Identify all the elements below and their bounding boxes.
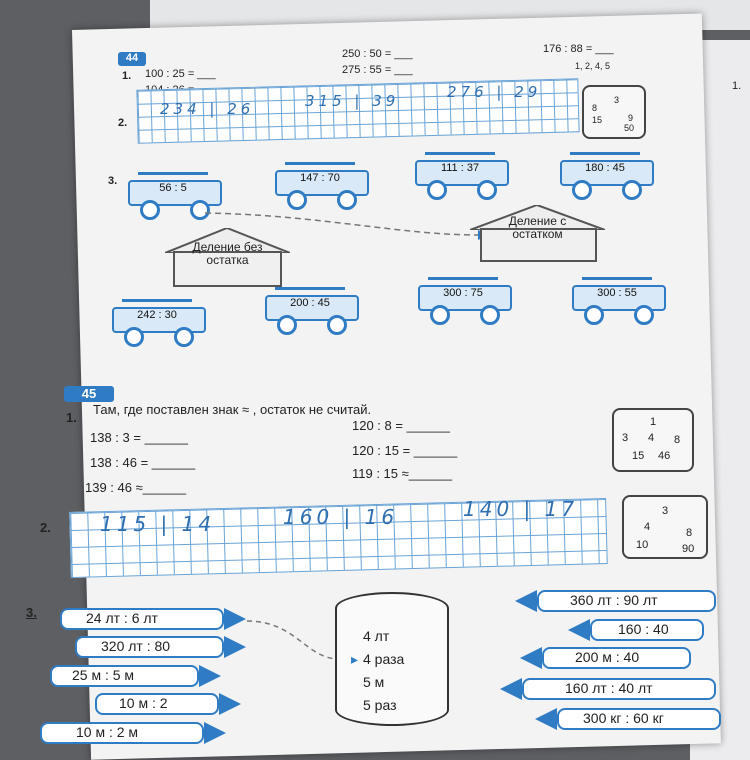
- ex1-item: 120 : 15 = ______: [352, 443, 458, 458]
- pencil: [568, 619, 708, 643]
- ex1-hint-value: 4: [648, 432, 655, 444]
- pencil-label: 160 : 40: [618, 621, 669, 637]
- ex1-hint-box: [612, 408, 694, 472]
- ex1-hint-value: 8: [674, 434, 681, 446]
- pencil-label: 10 м : 2: [119, 695, 168, 711]
- ex2-hint-box: [582, 85, 646, 139]
- house-with-remainder: [470, 205, 605, 265]
- ex2-hint-value: 15: [592, 115, 603, 125]
- answer-item: 4 раза: [363, 651, 405, 667]
- cart-label: 300 : 55: [597, 287, 637, 299]
- ex3-label: 3.: [108, 175, 118, 187]
- ex2-written: 234 | 26: [160, 100, 255, 118]
- ex1-item: 275 : 55 = ___: [342, 64, 413, 76]
- answer-item: 5 раз: [363, 697, 397, 713]
- house-no-remainder: [165, 228, 290, 288]
- arrow-icon: ▸: [351, 651, 359, 667]
- ex2-written: 276 | 29: [447, 83, 542, 101]
- pencil-label: 300 кг : 60 кг: [583, 710, 664, 726]
- ex1-item: 250 : 50 = ___: [342, 48, 413, 60]
- answers-container: [335, 592, 449, 726]
- ex2-hint-value: 3: [662, 505, 669, 517]
- ex1-item: 119 : 15 ≈______: [352, 466, 453, 481]
- ex1-item: 176 : 88 = ___: [543, 43, 614, 55]
- ex1-instruction: Там, где поставлен знак ≈ , остаток не считай.: [93, 402, 372, 417]
- ex1-item: 139 : 46 ≈______: [85, 480, 187, 495]
- cart: [265, 285, 355, 333]
- ex2-hint-value: 8: [592, 103, 598, 113]
- pencil-label: 360 лт : 90 лт: [570, 592, 658, 608]
- ex2-label: 2.: [40, 520, 51, 535]
- ex1-hint-value: 3: [622, 432, 629, 444]
- cart-label: 56 : 5: [159, 182, 187, 194]
- ex1-item: 138 : 3 = ______: [90, 430, 188, 445]
- ex2-hint-value: 8: [686, 527, 693, 539]
- ex1-hint-value: 1: [650, 416, 657, 428]
- ex1-hint-value: 15: [632, 450, 645, 462]
- answer-item: 4 лт: [363, 628, 390, 644]
- cart: [572, 275, 662, 323]
- pencil: [535, 708, 725, 732]
- pencil: [500, 678, 720, 702]
- pencil: [40, 722, 230, 746]
- ex2-hint-value: 9: [628, 113, 634, 123]
- pencil-label: 200 м : 40: [575, 649, 640, 665]
- cart-label: 111 : 37: [440, 162, 480, 174]
- ex1-hint: 1, 2, 4, 5: [575, 61, 611, 71]
- house-label: Деление с остатком: [508, 214, 567, 241]
- pencil: [520, 647, 695, 671]
- pencil-label: 25 м : 5 м: [72, 667, 135, 683]
- ex2-written: 115 | 14: [100, 512, 216, 536]
- cart-label: 242 : 30: [137, 309, 177, 321]
- ex1-item: 120 : 8 = ______: [352, 418, 450, 433]
- ex1-item: 100 : 25 = ___: [145, 68, 216, 80]
- ex1-label: 1.: [66, 410, 77, 425]
- cart-label: 180 : 45: [585, 162, 625, 174]
- pencil: [50, 665, 225, 689]
- dashed-arrow: [245, 615, 345, 665]
- ex2-hint-value: 90: [682, 543, 695, 555]
- pencil-label: 160 лт : 40 лт: [565, 680, 653, 696]
- ex2-written: 160 | 16: [283, 505, 399, 529]
- cart-label: 300 : 75: [443, 287, 483, 299]
- ex2-hint-value: 3: [614, 95, 620, 105]
- pencil: [95, 693, 245, 717]
- cart: [275, 160, 365, 208]
- pencil-label: 320 лт : 80: [101, 638, 171, 654]
- cart: [560, 150, 650, 198]
- cart-label: 147 : 70: [300, 172, 340, 184]
- ex2-hint-value: 4: [644, 521, 651, 533]
- ex3-label: 3.: [26, 605, 37, 620]
- house-label: Деление без остатка: [192, 240, 263, 267]
- pencil-label: 10 м : 2 м: [76, 724, 139, 740]
- ex1-hint-value: 46: [658, 450, 671, 462]
- lesson-44-badge: 44: [118, 52, 146, 66]
- ex2-label: 2.: [118, 117, 128, 129]
- answer-item: 5 м: [363, 674, 385, 690]
- ex2-written: 140 | 17: [463, 497, 579, 521]
- ex2-hint-value: 10: [636, 539, 649, 551]
- ex2-written: 315 | 39: [305, 92, 400, 110]
- pencil-label: 24 лт : 6 лт: [86, 610, 158, 626]
- ex2-hint-box: [622, 495, 708, 559]
- edge-label: 1.: [732, 80, 742, 92]
- cart: [418, 275, 508, 323]
- pencil: [515, 590, 720, 614]
- ex2-hint-value: 50: [624, 123, 635, 133]
- ex1-item: 138 : 46 = ______: [90, 455, 196, 470]
- lesson-45-badge: 45: [64, 386, 114, 402]
- pencil: [75, 636, 250, 660]
- cart: [112, 297, 202, 345]
- cart-label: 200 : 45: [290, 297, 330, 309]
- cart: [415, 150, 505, 198]
- ex1-label: 1.: [122, 70, 132, 82]
- pencil: [60, 608, 250, 632]
